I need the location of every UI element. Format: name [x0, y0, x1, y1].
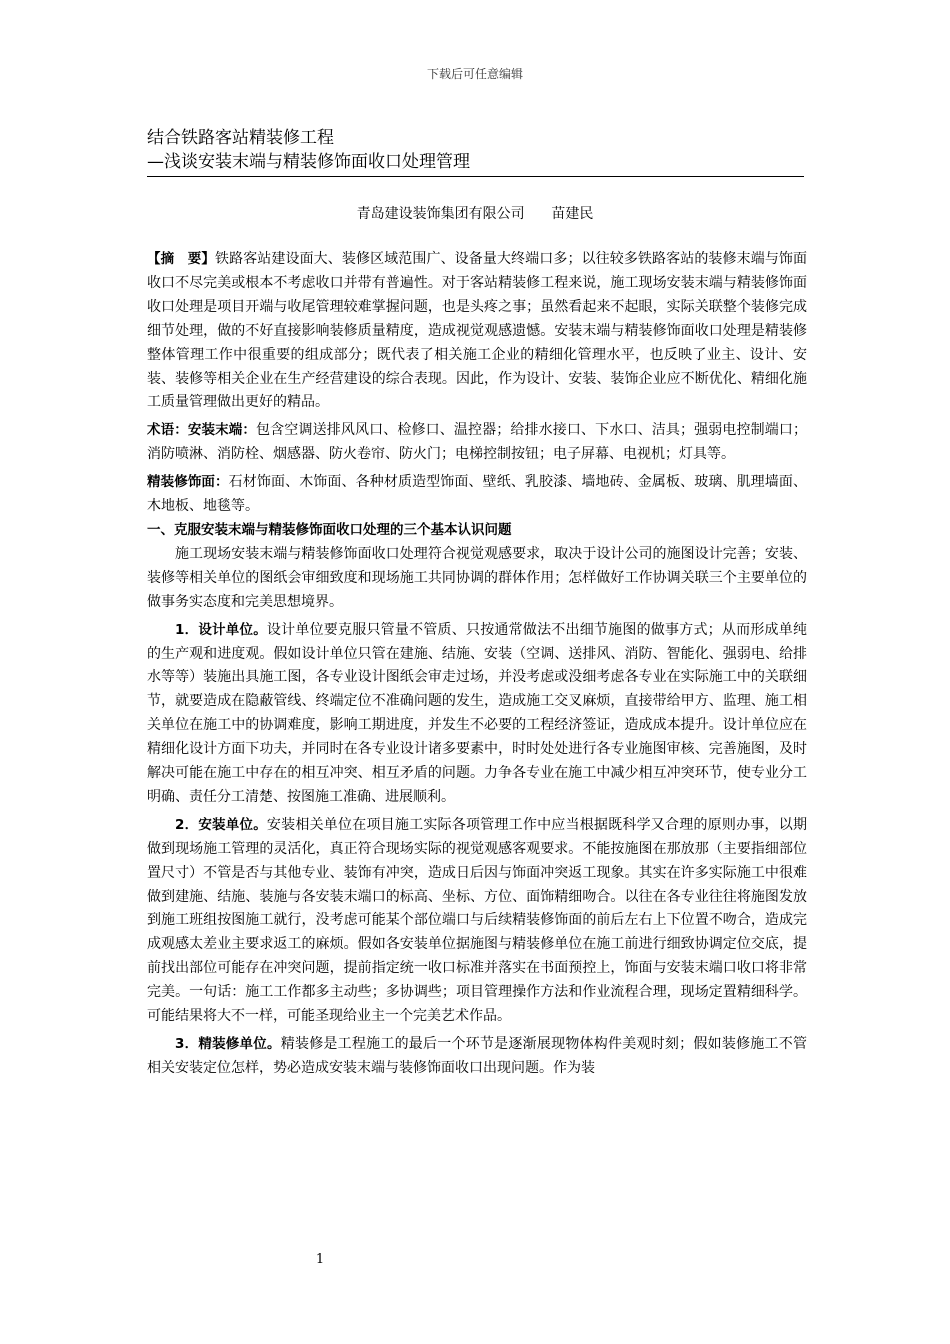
term-finish-surface-label: 精装修饰面： [147, 474, 229, 491]
term-install-end-text: 包含空调送排风风口、检修口、温控器；给排水接口、下水口、洁具；强弱电控制端口；消防喷淋、消防栓、烟感器、防火卷帘、防火门；电梯控制按钮；电子屏幕、电视机；灯具等。 [147, 422, 808, 463]
title-line-2: —浅谈安装末端与精装修饰面收口处理管理 [147, 152, 470, 172]
term-install-end-label: 术语：安装末端： [147, 422, 257, 439]
title-line-1: 结合铁路客站精装修工程 [147, 128, 334, 148]
author-name: 苗建民 [551, 206, 594, 222]
document-body [147, 248, 807, 1081]
term-finish-surface-text: 石材饰面、木饰面、各种材质造型饰面、壁纸、乳胶漆、墙地砖、金属板、玻璃、肌理墙面、木地板、地毯等。 [147, 474, 808, 515]
header-note: 下载后可任意编辑 [426, 67, 523, 81]
item-design-unit-label: 1．设计单位。 [175, 621, 267, 638]
term-finish-surface-paragraph [147, 471, 807, 519]
section-intro-paragraph: 施工现场安装末端与精装修饰面收口处理符合视觉观感要求，取决于设计公司的施图设计完善；安装、装修等相关单位的图纸会审细致度和现场施工共同协调的群体作用；怎样做好工作协调关联三个主要单位的做事务实态度和完美思想境界。 [147, 545, 807, 610]
item-design-unit-paragraph [147, 619, 807, 810]
author-line [0, 203, 950, 223]
document-title [147, 126, 804, 177]
item-install-unit-label: 2．安装单位。 [175, 816, 267, 833]
item-finish-unit-text: 精装修是工程施工的最后一个环节是逐渐展现物体构件美观时刻；假如装修施工不管相关安装定位怎样，势必造成安装末端与装修饰面收口出现问题。作为装 [147, 1036, 807, 1076]
page-number: 1 [315, 1252, 325, 1267]
item-install-unit-paragraph [147, 814, 807, 1029]
abstract-text: 铁路客站建设面大、装修区域范围广、设备量大终端口多；以往较多铁路客站的装修末端与饰面收口不尽完美或根本不考虑收口并带有普遍性。对于客站精装修工程来说，施工现场安装末端与精装修饰面收口处理是项目开端与收尾管理较难掌握问题，也是头疼之事；虽然看起来不起眼，实际关联整个装修完成细节处理，做的不好直接影响装修质量精度，造成视觉观感遗憾。安装末端与精装修饰面收口处理是精装修整体管理工作中很重要的组成部分；既代表了相关施工企业的精细化管理水平，也反映了业主、设计、安装、装修等相关企业在生产经营建设的综合表现。因此，作为设计、安装、装饰企业应不断优化、精细化施工质量管理做出更好的精品。 [147, 251, 808, 411]
item-finish-unit-label: 3．精装修单位。 [175, 1036, 281, 1052]
item-install-unit-text: 安装相关单位在项目施工实际各项管理工作中应当根据既科学又合理的原则办事，以期做到现场施工管理的灵活化，真正符合现场实际的视觉观感客观要求。不能按施图在那放那（主要指细部位置尺寸）不管是否与其他专业、装饰有冲突，造成日后因与饰面冲突返工现象。其实在许多实际施工中很难做到建施、结施、装施与各安装末端口的标高、坐标、方位、面饰精细吻合。以往在各专业往往将施图发放到施工班组按图施工就行，没考虑可能某个部位端口与后续精装修饰面的前后左右上下位置不吻合，造成完成观感太差业主要求返工的麻烦。假如各安装单位据施图与精装修单位在施工前进行细致协调定位交底，提前找出部位可能存在冲突问题，提前指定统一收口标准并落实在书面预控上，饰面与安装末端口收口将非常完美。一句话：施工工作都多主动些；多协调些；项目管理操作方法和作业流程合理，现场定置精细科学。可能结果将大不一样，可能圣现给业主一个完美艺术作品。 [147, 816, 807, 1025]
item-finish-unit-paragraph [147, 1033, 807, 1081]
item-design-unit-text: 设计单位要克服只管量不管质、只按通常做法不出细节施图的做事方式；从而形成单纯的生产观和进度观。假如设计单位只管在建施、结施、安装（空调、送排风、消防、智能化、强弱电、给排水等等）装施出具施工图，各专业设计图纸会审走过场，并没考虑或没细考虑各专业在实际施工中的关联细节，就要造成在隐蔽管线、终端定位不准确问题的发生，造成施工交叉麻烦，直接带给甲方、监理、施工相关单位在施工中的协调难度，影响工期进度，并发生不必要的工程经济签证，造成成本提升。设计单位应在精细化设计方面下功夫，并同时在各专业设计诸多要素中，时时处处进行各专业施图审核、完善施图，及时解决可能在施工中存在的相互冲突、相互矛盾的问题。力争各专业在施工中减少相互冲突环节，使专业分工明确、责任分工清楚、按图施工准确、进展顺利。 [147, 621, 807, 805]
section-heading: 一、克服安装末端与精装修饰面收口处理的三个基本认识问题 [147, 521, 512, 538]
author-org: 青岛建设装饰集团有限公司 [356, 206, 525, 222]
term-install-end-paragraph [147, 419, 807, 467]
abstract-paragraph [147, 248, 807, 415]
abstract-label: 【摘 要】 [147, 251, 215, 267]
